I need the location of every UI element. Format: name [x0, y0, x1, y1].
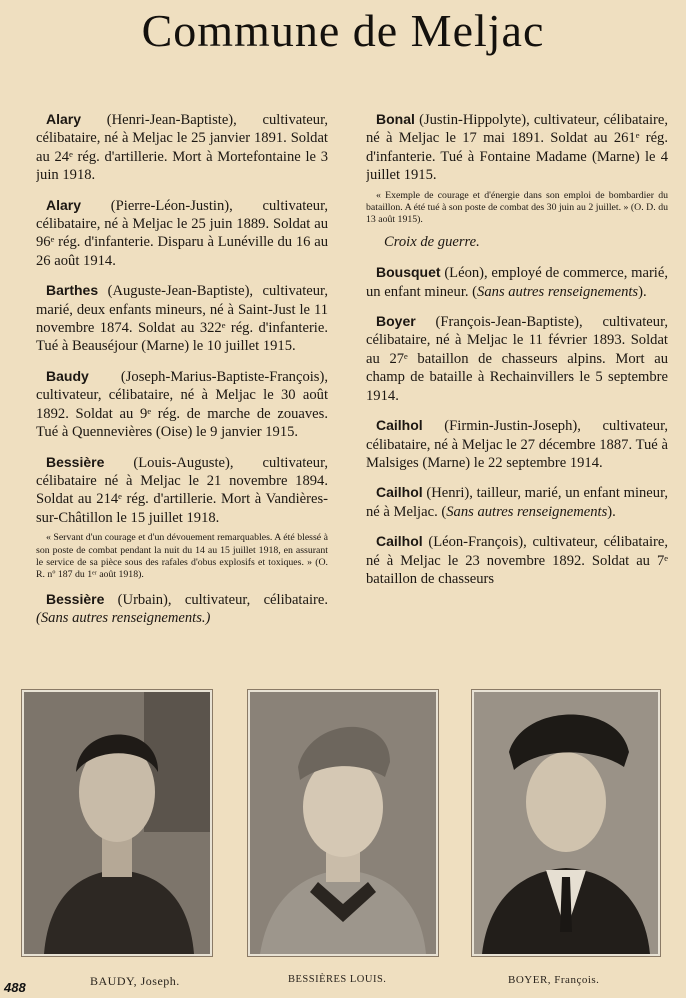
casualty-entry	[36, 196, 328, 271]
surname: Alary	[46, 111, 82, 127]
surname: Cailhol	[376, 533, 423, 550]
surname: Alary	[46, 196, 82, 213]
entry-text: (Henri), tailleur, marié, un enfant mineur, né à Meljac. (	[366, 485, 668, 520]
surname: Cailhol	[376, 417, 423, 434]
photo-caption-baudy: BAUDY, Joseph.	[90, 974, 180, 988]
entry-note-italic: (Sans autres renseignements.)	[36, 610, 211, 627]
decoration: Croix de guerre.	[384, 233, 480, 250]
photo-caption-bessieres: BESSIÈRES LOUIS.	[288, 974, 387, 985]
left-column	[36, 110, 328, 670]
right-column	[366, 110, 668, 670]
entry-text: (François-Jean-Baptiste), cultivateur, célibataire, né à Meljac le 11 février 1893. Soldat au 27ᵉ bataillon de chasseurs alpins. Mort au champ de bataille à Rechainvillers le 5 septembre 1914.	[366, 314, 668, 404]
surname: Barthes	[46, 282, 99, 299]
portrait-photo-boyer	[472, 690, 660, 956]
photo-caption-boyer: BOYER, François.	[508, 974, 600, 986]
entry-text-end: ).	[607, 503, 616, 520]
entry-text-end: ).	[638, 283, 647, 300]
casualty-entry	[36, 110, 328, 185]
citation: « Exemple de courage et d'énergie dans son emploi de bombardier du bataillon. A été tué à son poste de combat des 30 juin au 2 juillet. » (O. D. du 13 août 1915).	[366, 189, 668, 226]
casualty-entry	[366, 483, 668, 521]
portrait-photo-bessieres	[248, 690, 438, 956]
casualty-entry	[36, 281, 328, 356]
surname: Bessière	[46, 590, 105, 607]
entry-text: (Firmin-Justin-Joseph), cultivateur, célibataire, né à Meljac le 27 décembre 1887. Tué à Malsiges (Marne) le 22 septembre 1914.	[366, 418, 668, 471]
surname: Bousquet	[376, 264, 441, 281]
entry-note-italic: Sans autres renseignements	[446, 503, 608, 520]
entry-text: (Urbain), cultivateur, célibataire.	[104, 591, 328, 608]
citation: « Servant d'un courage et d'un dévouement remarquables. A été blessé à son poste de combat pendant la nuit du 14 au 15 juillet 1918, en assurant le service de sa pièce sous des rafales d'obus explosifs et toxiques. » (O. R. nº 187 du 1ᵉʳ août 1918).	[36, 532, 328, 581]
entry-note-italic: Sans autres renseignements	[477, 283, 639, 300]
entry-text: (Joseph-Marius-Baptiste-François), cultivateur, célibataire, né à Meljac le 30 août 1892. Soldat au 9ᵉ rég. de marche de zouaves. Tué à Quennevières (Oise) le 9 janvier 1915.	[36, 368, 328, 441]
casualty-entry	[366, 312, 668, 405]
surname: Boyer	[376, 313, 416, 330]
entry-text: (Auguste-Jean-Baptiste), cultivateur, marié, deux enfants mineurs, né à Saint-Just le 11 novembre 1874. Soldat au 322ᵉ rég. d'infanterie. Tué à Beauséjour (Marne) le 10 juillet 1915.	[36, 283, 328, 355]
page-number: 488	[4, 980, 26, 995]
entry-text: (Léon), employé de commerce, marié, un enfant mineur. (	[366, 265, 668, 300]
casualty-entry	[366, 532, 668, 588]
entry-text: (Justin-Hippolyte), cultivateur, célibataire, né à Meljac le 17 mai 1891. Soldat au 261ᵉ rég. d'infanterie. Tué à Fontaine Madame (Marne) le 4 juillet 1915.	[366, 112, 668, 184]
entry-text: (Louis-Auguste), cultivateur, célibataire né à Meljac le 21 novembre 1894. Soldat au 214ᵉ rég. d'artillerie. Mort à Vandières-sur-Châtillon le 15 juillet 1918.	[36, 454, 328, 526]
portrait-photo-baudy	[22, 690, 212, 956]
entry-text: (Léon-François), cultivateur, célibataire, né à Meljac le 23 novembre 1892. Soldat au 7ᵉ bataillon de chasseurs	[366, 534, 668, 587]
surname: Bonal	[376, 111, 415, 127]
surname: Baudy	[46, 367, 89, 384]
casualty-entry	[36, 367, 328, 442]
entry-text: (Henri-Jean-Baptiste), cultivateur, célibataire, né à Meljac le 25 janvier 1891. Soldat au 24ᵉ rég. d'artillerie. Mort à Mortefontaine le 3 juin 1918.	[36, 112, 328, 184]
casualty-entry	[366, 263, 668, 301]
page-title: Commune de Meljac	[141, 5, 545, 56]
casualty-entry	[366, 110, 668, 185]
casualty-entry	[366, 416, 668, 472]
surname: Bessière	[46, 453, 105, 470]
casualty-entry	[36, 590, 328, 628]
entry-text: (Pierre-Léon-Justin), cultivateur, célibataire, né à Meljac le 25 juin 1889. Soldat au 96ᵉ rég. d'infanterie. Disparu à Lunéville du 16 au 26 août 1914.	[36, 197, 328, 269]
casualty-entry	[36, 453, 328, 528]
surname: Cailhol	[376, 484, 423, 501]
